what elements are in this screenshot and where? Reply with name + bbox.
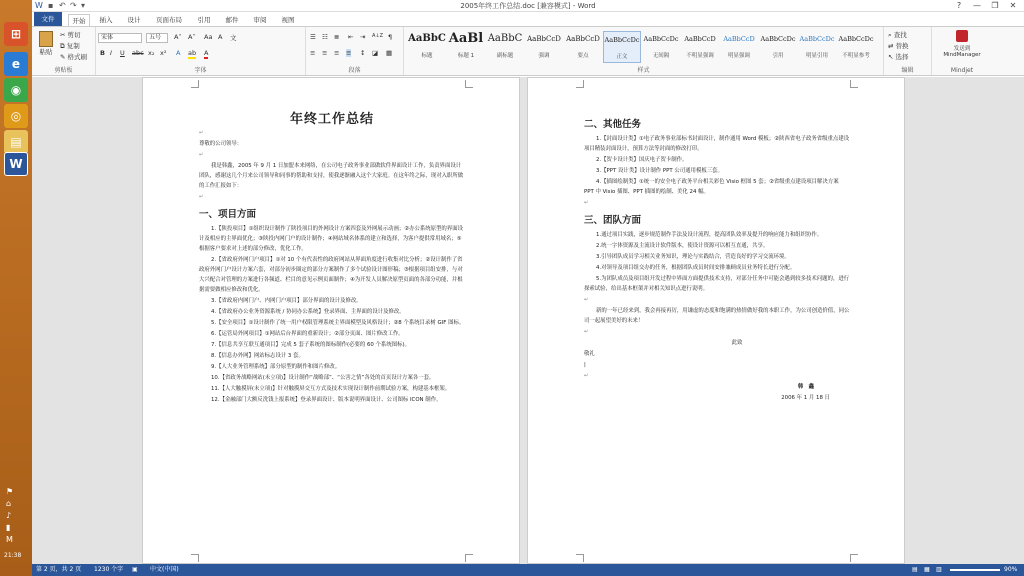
- style-preview: AaBbCcD: [527, 35, 561, 43]
- mindjet-label: Mindjet: [950, 67, 974, 74]
- strikethrough-button[interactable]: abc: [132, 49, 144, 57]
- copy-button[interactable]: ⧉ 复制: [60, 42, 80, 50]
- style-preview: AaBbCcD: [684, 35, 716, 43]
- change-case-button[interactable]: Aa: [204, 33, 213, 41]
- style-name: 明显引用: [805, 53, 828, 59]
- minimize-button[interactable]: —: [973, 1, 981, 10]
- style-4[interactable]: [564, 31, 602, 63]
- word-taskbar-icon[interactable]: W: [4, 152, 28, 176]
- word-window: [32, 0, 1024, 576]
- page-indicator[interactable]: 第 2 页，共 2 页: [36, 566, 82, 573]
- style-name: 要点: [577, 53, 589, 59]
- list-item: 4.【插图绘制类】①统一的安全电子政务平台相关彩色 Visio 框图 5 套；②省级重点建设项目解决方案 PPT 中 Visio 插图、PPT 插图的绘制、美化 24 幅。: [584, 179, 839, 195]
- text-cursor: |: [584, 362, 586, 368]
- highlight-button[interactable]: ab: [188, 49, 197, 57]
- style-5[interactable]: [603, 31, 641, 63]
- paste-icon: [39, 31, 53, 47]
- empty-paragraph: ↵: [584, 373, 589, 379]
- style-name: 明显强调: [727, 53, 750, 59]
- subscript-button[interactable]: x₂: [148, 49, 155, 57]
- ribbon-tabs: [32, 12, 1024, 26]
- clear-format-button[interactable]: A: [218, 33, 223, 41]
- style-preview: AaBl: [448, 31, 484, 46]
- zoom-level[interactable]: 90%: [1004, 566, 1018, 573]
- page-corner-mark: [465, 554, 473, 562]
- project-list: [199, 224, 465, 405]
- multilevel-icon[interactable]: ≣: [334, 33, 340, 41]
- document-title: 年终工作总结: [289, 112, 374, 127]
- title-bar: [32, 0, 1024, 12]
- style-name: 标题 1: [457, 53, 475, 59]
- font-color-button[interactable]: A: [204, 49, 209, 57]
- bullets-icon[interactable]: ☰: [310, 33, 316, 41]
- tab-insert[interactable]: 插入: [99, 16, 113, 24]
- style-name: 标题: [421, 53, 433, 59]
- tab-review[interactable]: 审阅: [253, 16, 267, 24]
- copy-icon: ⧉: [60, 42, 65, 50]
- font-size-select[interactable]: 五号: [146, 33, 168, 43]
- mindmanager-icon: [956, 30, 968, 42]
- redo-icon[interactable]: ↷: [70, 1, 77, 10]
- style-2[interactable]: [486, 31, 524, 63]
- grow-font-button[interactable]: A˄: [174, 33, 182, 41]
- zoom-slider[interactable]: [950, 569, 1000, 571]
- tray-icons[interactable]: ⚑ ⌂ ♪ ▮ M: [6, 487, 14, 544]
- ie-icon[interactable]: e: [4, 52, 28, 76]
- ribbon: [32, 26, 1024, 76]
- page-corner-mark: [191, 554, 199, 562]
- paragraph-label: 段落: [348, 67, 361, 74]
- find-button[interactable]: ⌕ 查找: [888, 31, 907, 39]
- shrink-font-button[interactable]: A˅: [188, 33, 196, 41]
- style-1[interactable]: [447, 31, 485, 63]
- send-to-mindmanager-button[interactable]: 发送到 MindManager: [936, 30, 988, 58]
- style-preview: AaBbC: [487, 33, 523, 44]
- style-preview: AaBbCcDc: [760, 35, 796, 43]
- document-area[interactable]: [32, 77, 1024, 564]
- list-item: 12.【金融部门大额反洗钱上报系统】登录界面设计、版本说明界面设计、公司图标 ICON 制作。: [211, 397, 442, 403]
- style-name: 副标题: [496, 53, 514, 59]
- section-heading: 三、团队方面: [584, 215, 642, 226]
- style-preview: AaBbC: [408, 33, 446, 44]
- style-9[interactable]: [759, 31, 797, 63]
- list-item: 4.对领导及项目组交办的任务，根据团队成员时间安排兼顾成员业务特长进行分配。: [596, 265, 796, 271]
- style-name: 无间隔: [652, 53, 670, 59]
- tab-references[interactable]: 引用: [197, 16, 211, 24]
- list-item: 2.【贺卡设计类】国庆电子贺卡制作。: [596, 157, 688, 163]
- list-item: 5.为团队成员及项目组开发过程中界面方面提供技术支持，对部分任务中可能会遇到较多技术问题的，进行探索试验，给出基本框架并对相关知识点进行说明。: [584, 276, 850, 292]
- sort-button[interactable]: A↓Z: [372, 33, 384, 39]
- browser-icon[interactable]: ◎: [4, 104, 28, 128]
- author-name: 韩 鑫: [797, 384, 814, 390]
- close-button[interactable]: ✕: [1009, 1, 1017, 10]
- list-item: 8.【信息办外网】网站标志设计 3 套。: [211, 353, 304, 359]
- page-corner-mark: [191, 80, 199, 88]
- salutation: 尊敬的公司领导：: [199, 141, 243, 147]
- page-corner-mark: [850, 554, 858, 562]
- empty-paragraph: ↵: [584, 297, 589, 303]
- list-item: 2.统一字体资源及主流设计软件版本，使设计资源可以相互直通，共享。: [596, 243, 769, 249]
- other-tasks-list: [584, 134, 850, 197]
- list-item: 2.【省政府外网门户项目】①对 10 个有代表性的政府网站从界面角度进行收集对比分析；②设计制作了省政府外网门户设计方案六套，对部分初步圈定的部分方案制作了多个试验设计图形稿；③根据项目组安排，与对大兴配合对管理的方案进行各频道、栏目的意见示例页面制作；④为开发人员解决原型页面的各部分功能，并根据需要做相应修改和优化。: [199, 257, 463, 293]
- list-item: 4.【省政府办公业务资源系统 / 协同办公系统】登录界面、主界面的设计及修改。: [211, 309, 405, 315]
- paste-button[interactable]: 粘贴: [36, 31, 56, 56]
- empty-paragraph: ↵: [584, 200, 589, 206]
- list-item: 1.【封面设计类】①电子政务事业部标书封面设计，制作通用 Word 模板；②陕西省电子政务省级重点建设项目精装封面设计，预算方法等封面的修改打印。: [584, 136, 850, 152]
- clipboard-group: [32, 27, 96, 75]
- style-name: 不明显参考: [842, 53, 870, 59]
- page-1-content: [199, 108, 465, 406]
- list-item: 11.【人大触摸屏(未立项)】针对触摸屏交互方式及技术实现设计制作前期试验方案，构建基本框架。: [211, 386, 451, 392]
- justify-icon[interactable]: ≡: [346, 49, 352, 57]
- list-item: 9.【人大业务管理系统】部分原型的制作和图片修改。: [211, 364, 341, 370]
- clipboard-label: 剪贴板: [54, 67, 73, 74]
- list-item: 6.【运管局外网项目】①网站后台界面的重新设计；②部分页面、图片修改工作。: [211, 331, 404, 337]
- save-icon[interactable]: ▪: [48, 1, 54, 10]
- list-item: 5.【安全项目】①设计制作了统一用户权限管理系统主界面模型及风格设计；②8 个系统目录树 GIF 图标。: [211, 320, 465, 326]
- show-marks-button[interactable]: ¶: [388, 33, 393, 41]
- undo-icon[interactable]: ↶: [59, 1, 66, 10]
- tab-design[interactable]: 设计: [127, 16, 141, 24]
- bold-button[interactable]: B: [100, 49, 105, 57]
- style-3[interactable]: [525, 31, 563, 63]
- list-item: 3.【PPT 设计类】设计制作 PPT 公司通用模板三套。: [596, 168, 723, 174]
- outdent-icon[interactable]: ⇤: [348, 33, 354, 41]
- empty-paragraph: ↵: [199, 194, 204, 200]
- brush-icon: ✎: [60, 53, 66, 61]
- team-list: [584, 230, 850, 294]
- underline-button[interactable]: U: [120, 49, 125, 57]
- tab-file[interactable]: 文件: [34, 12, 62, 26]
- sign-off-1: 此致: [731, 340, 743, 346]
- page-2[interactable]: [527, 77, 905, 564]
- align-right-icon[interactable]: ≡: [334, 49, 340, 57]
- language-indicator[interactable]: 中文(中国): [150, 566, 179, 573]
- text-effects-button[interactable]: A: [176, 49, 181, 57]
- page-corner-mark: [465, 80, 473, 88]
- proofing-icon[interactable]: ▣: [132, 566, 138, 573]
- align-left-icon[interactable]: ≡: [310, 49, 316, 57]
- numbering-icon[interactable]: ☷: [322, 33, 328, 41]
- page-2-content: [584, 112, 850, 404]
- page-corner-mark: [576, 554, 584, 562]
- superscript-button[interactable]: x²: [160, 49, 167, 57]
- list-item: 7.【信息共享互联互通项目】完成 5 套子系统的图标制作(必要的 60 个系统图标)。: [211, 342, 410, 348]
- font-name-select[interactable]: 宋体: [98, 33, 142, 43]
- list-item: 3.【省政府内网门户、内网门户项目】部分界面的设计及修改。: [211, 298, 362, 304]
- list-item: 1.【陕投项目】①组织设计制作了陕投项目的外网设计方案四套及外网展示动画；②办公系统原型的界面设计及相应的主界面优化；③陕投内网门户的设计制作；④网站域名体系的建立和选择，为客户提供常用域名；⑤根据客户要求对上述的部分修改，优化工作。: [199, 226, 463, 252]
- borders-icon[interactable]: ▦: [386, 49, 393, 57]
- clock[interactable]: 21:38: [4, 552, 22, 559]
- read-mode-icon[interactable]: ▤: [912, 566, 918, 573]
- indent-icon[interactable]: ⇥: [360, 33, 366, 41]
- style-preview: AaBbCcDc: [799, 35, 835, 43]
- style-name: 正文: [616, 54, 628, 60]
- sign-off-2: 敬礼: [584, 351, 595, 357]
- status-bar: [32, 564, 1024, 576]
- page-corner-mark: [576, 80, 584, 88]
- section-heading: 一、项目方面: [199, 209, 257, 220]
- replace-button[interactable]: ⇄ 替换: [888, 42, 909, 50]
- cursor-icon: ↖: [888, 53, 894, 61]
- page-corner-mark: [850, 80, 858, 88]
- empty-paragraph: ↵: [199, 152, 204, 158]
- start-button[interactable]: ⊞: [4, 22, 28, 46]
- style-7[interactable]: [681, 31, 719, 63]
- select-button[interactable]: ↖ 选择: [888, 53, 909, 61]
- search-icon: ⌕: [888, 31, 892, 39]
- styles-label: 样式: [637, 67, 650, 74]
- tab-layout[interactable]: 页面布局: [156, 16, 182, 24]
- format-painter-button[interactable]: ✎ 格式刷: [60, 53, 88, 61]
- document-date: 2006 年 1 月 18 日: [781, 395, 830, 401]
- help-button[interactable]: ?: [956, 1, 962, 10]
- style-preview: AaBbCcDc: [604, 36, 640, 44]
- tab-mailings[interactable]: 邮件: [225, 16, 239, 24]
- list-item: 1.通过项目实践，逐步规范制作手法及设计流程，提高团队效率及提升的响应能力和组织协作。: [596, 232, 823, 238]
- style-name: 不明显强调: [686, 53, 714, 59]
- window-title: 2005年终工作总结.doc [兼容模式] - Word: [460, 2, 596, 10]
- styles-group: [404, 27, 884, 75]
- page-1[interactable]: [142, 77, 520, 564]
- cut-button[interactable]: ✂ 剪切: [60, 31, 81, 39]
- word-logo-icon: W: [35, 1, 43, 10]
- wen-button[interactable]: 文: [230, 34, 237, 42]
- tab-home[interactable]: 开始: [68, 14, 90, 26]
- style-0[interactable]: [408, 31, 446, 63]
- tab-view[interactable]: 视图: [281, 16, 295, 24]
- style-name: 引用: [772, 53, 784, 59]
- replace-icon: ⇄: [888, 42, 894, 50]
- style-preview: AaBbCcD: [723, 35, 755, 43]
- scissors-icon: ✂: [60, 31, 66, 39]
- style-6[interactable]: [642, 31, 680, 63]
- align-center-icon[interactable]: ≡: [322, 49, 328, 57]
- font-group: [96, 27, 306, 75]
- chrome-icon[interactable]: ◉: [4, 78, 28, 102]
- web-layout-icon[interactable]: ▥: [936, 566, 942, 573]
- editing-group: [884, 27, 932, 75]
- list-item: 10.【省政务战略网站(未立项)】设计制作“战略部”、“公害之情”各处的首页设计方案各一套。: [211, 375, 435, 381]
- restore-button[interactable]: ❐: [991, 1, 999, 10]
- shading-icon[interactable]: ◪: [372, 49, 379, 57]
- style-10[interactable]: [798, 31, 836, 63]
- intro-paragraph: 我是韩鑫，2005 年 9 月 1 日加盟本来网络，在公司电子政务事业部做软件界面设计工作，负责界面设计团队，感谢这几个月来公司领导和同事的帮助和支持，使我逐渐融入这个大家庭。在这年终之际，现对入职所做的工作汇报如下：: [199, 163, 464, 189]
- section-heading: 二、其他任务: [584, 119, 642, 130]
- style-preview: AaBbCcDc: [838, 35, 874, 43]
- paragraph-group: [306, 27, 404, 75]
- customize-icon[interactable]: ▾: [81, 1, 86, 10]
- style-8[interactable]: [720, 31, 758, 63]
- windows-taskbar: [0, 0, 32, 576]
- empty-paragraph: ↵: [584, 329, 589, 335]
- style-11[interactable]: [837, 31, 875, 63]
- print-layout-icon[interactable]: ▦: [924, 566, 930, 573]
- style-preview: AaBbCcDc: [643, 35, 679, 43]
- closing-paragraph: 新的一年已经来到，我会再接再厉，用谦虚的态度和饱满的热情做好我的本职工作，为公司创造价值，同公司一起展望美好的未来！: [584, 308, 850, 324]
- style-preview: AaBbCcD: [566, 35, 600, 43]
- list-item: 3.引导团队成员学习相关业务知识，理论与实践结合，营造良好的学习交流环境。: [596, 254, 790, 260]
- line-spacing-icon[interactable]: ↕: [360, 49, 366, 57]
- style-name: 强调: [538, 53, 550, 59]
- font-label: 字体: [194, 67, 207, 74]
- word-count[interactable]: 1230 个字: [94, 566, 124, 573]
- explorer-icon[interactable]: ▤: [4, 130, 28, 154]
- italic-button[interactable]: I: [110, 49, 112, 57]
- mindjet-group: [932, 27, 992, 75]
- editing-label: 编辑: [901, 67, 914, 74]
- empty-paragraph: ↵: [199, 130, 204, 136]
